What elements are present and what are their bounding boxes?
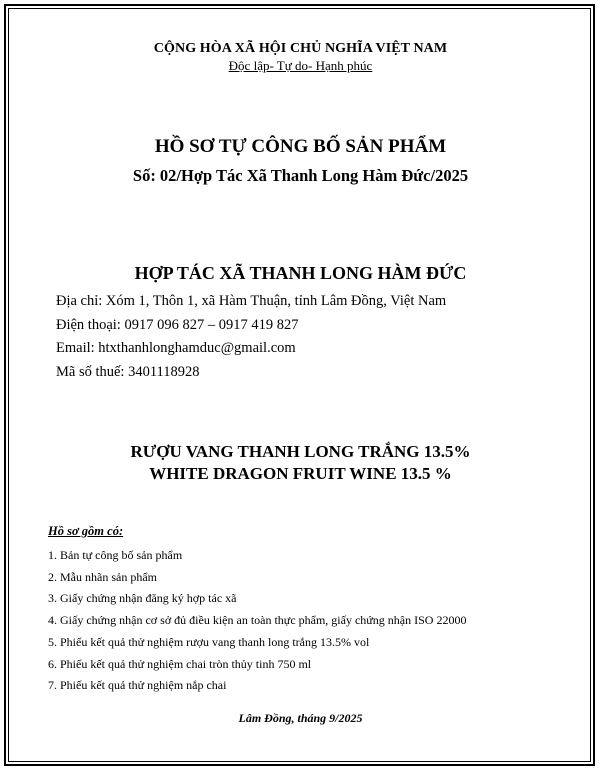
documents-section [48, 524, 466, 697]
list-item: 3. Giấy chứng nhận đăng ký hợp tác xã [48, 591, 237, 606]
organization-details [56, 290, 446, 384]
product-names [0, 441, 601, 485]
national-motto [0, 58, 601, 74]
document-title: HỒ SƠ TỰ CÔNG BỐ SẢN PHẨM [154, 136, 447, 157]
organization-phone: Điện thoại: 0917 096 827 – 0917 419 827 [56, 316, 299, 333]
product-name-vi: RƯỢU VANG THANH LONG TRẮNG 13.5% [130, 442, 471, 461]
list-item: 1. Bản tự công bố sản phẩm [48, 548, 183, 562]
list-item: 5. Phiếu kết quả thử nghiệm rượu vang thanh long trắng 13.5% vol [48, 634, 370, 649]
place-and-date: Lâm Đồng, tháng 9/2025 [238, 711, 363, 725]
organization-email: Email: htxthanhlonghamduc@gmail.com [56, 340, 296, 357]
organization-address: Địa chỉ: Xóm 1, Thôn 1, xã Hàm Thuận, tỉnh Lâm Đồng, Việt Nam [56, 293, 447, 309]
list-item: 4. Giấy chứng nhận cơ sở đủ điều kiện an toàn thực phẩm, giấy chứng nhận ISO 22000 [48, 613, 467, 628]
organization-name: HỢP TÁC XÃ THANH LONG HÀM ĐỨC [134, 263, 467, 283]
product-name-en: WHITE DRAGON FRUIT WINE 13.5 % [149, 464, 452, 483]
list-item: 7. Phiếu kết quả thử nghiệm nắp chai [48, 678, 227, 693]
documents-heading: Hồ sơ gồm có: [48, 524, 124, 538]
organization-tax-code: Mã số thuế: 3401118928 [56, 363, 200, 380]
document-number: Số: 02/Hợp Tác Xã Thanh Long Hàm Đức/2025 [132, 166, 469, 185]
national-title: CỘNG HÒA XÃ HỘI CHỦ NGHĨA VIỆT NAM [153, 41, 448, 56]
list-item: 2. Mẫu nhãn sản phẩm [48, 569, 157, 584]
list-item: 6. Phiếu kết quả thử nghiệm chai tròn thủy tinh 750 ml [48, 656, 312, 671]
motto-text: Độc lập- Tự do- Hạnh phúc [228, 58, 373, 73]
